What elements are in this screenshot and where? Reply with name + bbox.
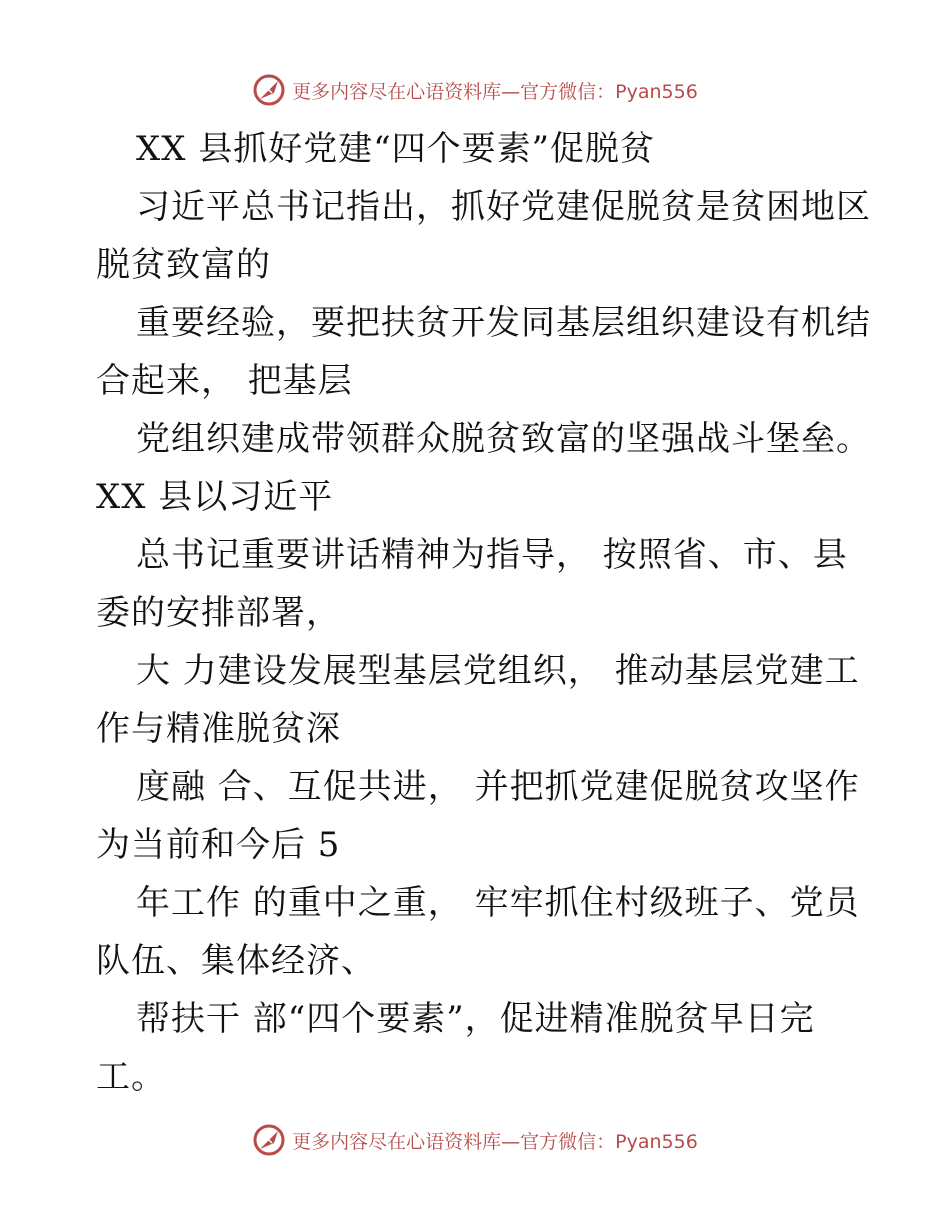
document-title: XX 县抓好党建“四个要素”促脱贫 <box>136 129 655 169</box>
text-line: 脱贫致富的 <box>96 245 271 285</box>
header-watermark-text: 更多内容尽在心语资料库—官方微信：Pyan556 <box>292 80 698 103</box>
feather-pen-circle-icon <box>252 73 286 107</box>
text-line: 重要经验，要把扶贫开发同基层组织建设有机结 <box>136 303 871 343</box>
text-line: 帮扶干 部“四个要素”，促进精准脱贫早日完 <box>136 999 815 1039</box>
text-line: 大 力建设发展型基层党组织， 推动基层党建工 <box>136 651 860 691</box>
text-line: 度融 合、互促共进， 并把抓党建促脱贫攻坚作 <box>136 767 860 807</box>
text-line: 委的安排部署， <box>96 593 341 633</box>
text-line: 为当前和今后 5 <box>96 825 341 865</box>
header-watermark <box>0 70 950 110</box>
document-body <box>96 120 871 1106</box>
text-line: 合起来， 把基层 <box>96 361 353 401</box>
feather-pen-circle-icon <box>252 1123 286 1157</box>
text-line: XX 县以习近平 <box>96 477 334 517</box>
text-line: 队伍、集体经济、 <box>96 941 376 981</box>
text-line: 总书记重要讲话精神为指导， 按照省、市、县 <box>136 535 848 575</box>
footer-watermark <box>0 1120 950 1160</box>
text-line: 作与精准脱贫深 <box>96 709 341 749</box>
text-line: 年工作 的重中之重， 牢牢抓住村级班子、党员 <box>136 883 860 923</box>
text-line: 党组织建成带领群众脱贫致富的坚强战斗堡垒。 <box>136 419 871 459</box>
footer-watermark-text: 更多内容尽在心语资料库—官方微信：Pyan556 <box>292 1130 698 1153</box>
text-line: 工。 <box>96 1057 166 1097</box>
text-line: 习近平总书记指出，抓好党建促脱贫是贫困地区 <box>136 187 871 227</box>
